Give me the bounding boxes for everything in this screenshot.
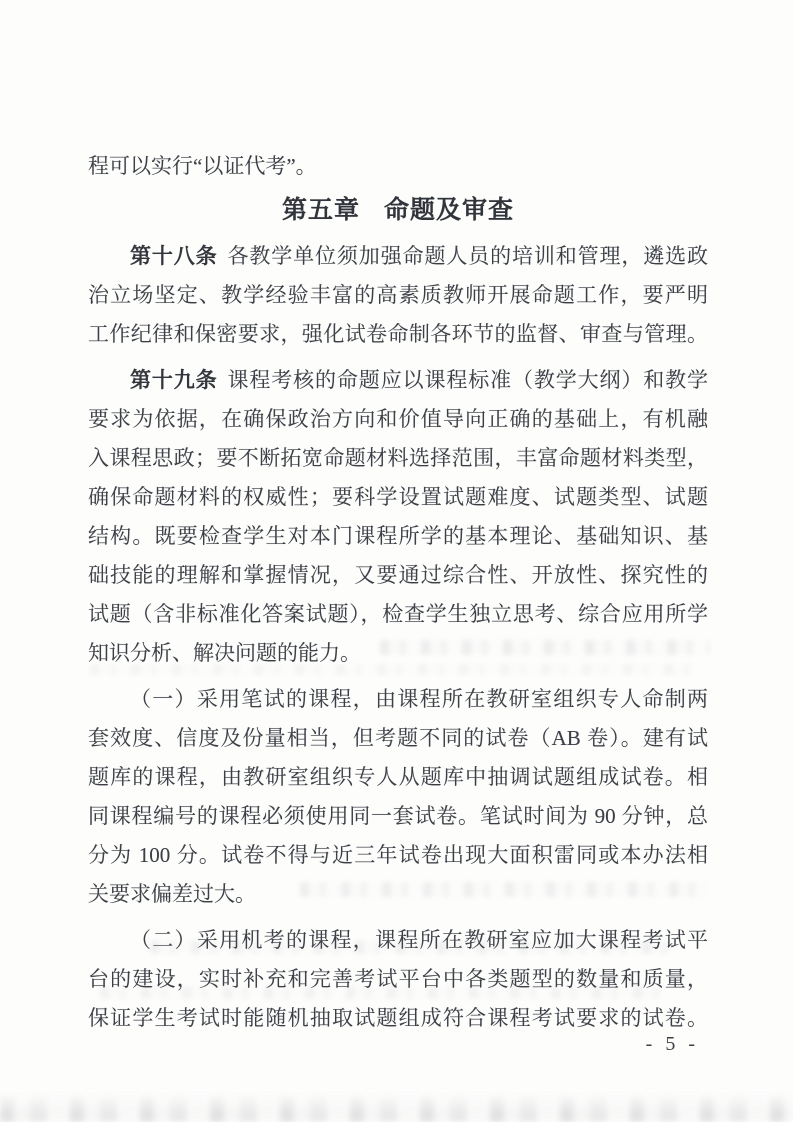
chapter-title: 命题及审查 xyxy=(384,196,515,224)
text-line: 保证学生考试时能随机抽取试题组成符合课程考试要求的试卷。 xyxy=(88,1006,708,1030)
text-line: 试题（含非标准化答案试题），检查学生独立思考、综合应用所学 xyxy=(88,602,708,626)
text-line: 关要求偏差过大。 xyxy=(88,882,256,906)
text-line xyxy=(88,361,708,400)
text-line: 套效度、信度及份量相当，但考题不同的试卷（AB 卷）。建有试 xyxy=(88,726,708,750)
scan-noise-band xyxy=(0,1094,793,1122)
text-line: 题库的课程，由教研室组织专人从题库中抽调试题组成试卷。相 xyxy=(88,765,708,789)
text-line xyxy=(88,237,708,276)
text-line: 础技能的理解和掌握情况，又要通过综合性、开放性、探究性的 xyxy=(88,563,708,587)
article-18-label: 第十八条 xyxy=(130,245,218,268)
text-line: 要求为依据，在确保政治方向和价值导向正确的基础上，有机融 xyxy=(88,407,708,431)
text-segment: 各教学单位须加强命题人员的培训和管理，遴选政 xyxy=(227,244,709,268)
document-body xyxy=(88,147,708,1038)
article-18-paragraph xyxy=(88,237,708,354)
item-2-paragraph xyxy=(88,921,708,1038)
chapter-heading xyxy=(88,190,708,230)
chapter-number: 第五章 xyxy=(281,196,360,224)
text-segment: 课程考核的命题应以课程标准（教学大纲）和教学 xyxy=(227,368,709,392)
ink-bleed-artifact xyxy=(90,664,700,675)
text-line: 台的建设，实时补充和完善考试平台中各类题型的数量和质量， xyxy=(88,967,708,991)
text-line: 分为 100 分。试卷不得与近三年试卷出现大面积雷同或本办法相 xyxy=(88,843,708,867)
text-line: 知识分析、解决问题的能力。 xyxy=(88,641,361,665)
article-19-paragraph xyxy=(88,361,708,673)
ink-bleed-artifact xyxy=(380,640,710,655)
text-line: 同课程编号的课程必须使用同一套试卷。笔试时间为 90 分钟，总 xyxy=(88,804,708,828)
ink-bleed-artifact xyxy=(100,986,660,999)
ink-bleed-artifact xyxy=(150,941,670,954)
text-line: 确保命题材料的权威性；要科学设置试题难度、试题类型、试题 xyxy=(88,485,708,509)
text-line: 工作纪律和保密要求，强化试卷命制各环节的监督、审查与管理。 xyxy=(88,322,708,346)
text-line: 入课程思政；要不断拓宽命题材料选择范围，丰富命题材料类型， xyxy=(88,446,708,470)
page-number: - 5 - xyxy=(645,1033,699,1055)
text-line: 结构。既要检查学生对本门课程所学的基本理论、基础知识、基 xyxy=(88,524,708,548)
item-1-paragraph xyxy=(88,680,708,914)
text-line: （一）采用笔试的课程，由课程所在教研室组织专人命制两 xyxy=(130,687,708,711)
text-line: 治立场坚定、教学经验丰富的高素质教师开展命题工作，要严明 xyxy=(88,283,708,307)
continuation-line: 程可以实行“以证代考”。 xyxy=(88,154,317,178)
ink-bleed-artifact xyxy=(300,882,708,897)
text-line: （二）采用机考的课程，课程所在教研室应加大课程考试平 xyxy=(130,928,708,952)
article-19-label: 第十九条 xyxy=(130,369,218,392)
